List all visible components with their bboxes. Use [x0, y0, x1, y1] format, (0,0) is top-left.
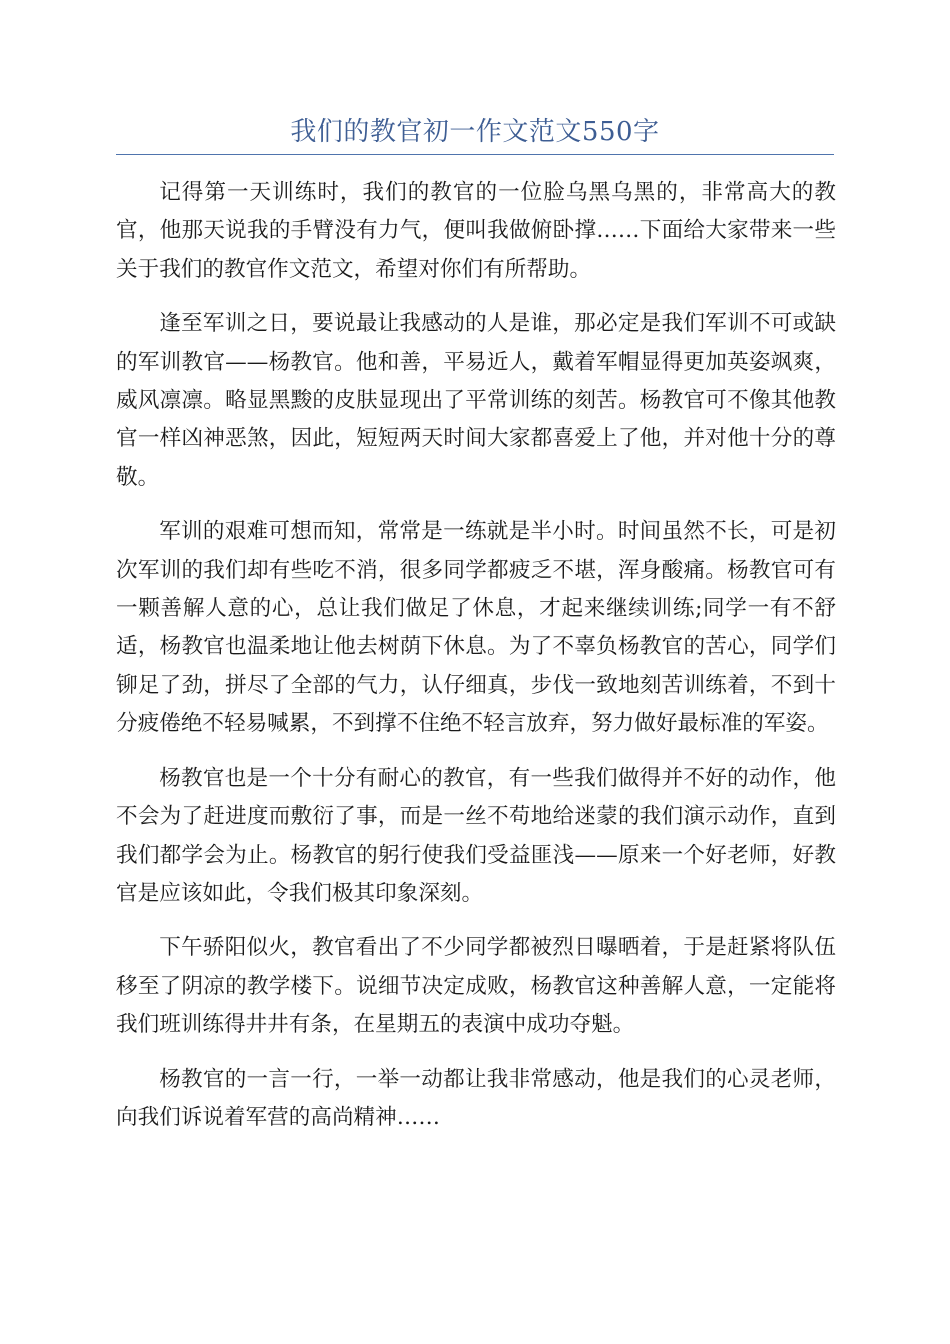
paragraph-6: 杨教官的一言一行，一举一动都让我非常感动，他是我们的心灵老师，向我们诉说着军营的高尚精神…… — [116, 1066, 836, 1130]
page-title: 我们的教官初一作文范文550字 — [290, 117, 660, 147]
paragraph-4: 杨教官也是一个十分有耐心的教官，有一些我们做得并不好的动作，他不会为了赶进度而敷衍了事，而是一丝不苟地给迷蒙的我们演示动作，直到我们都学会为止。杨教官的躬行使我们受益匪浅——原来一个好老师，好教官是应该如此，令我们极其印象深刻。 — [116, 765, 836, 906]
paragraph-2: 逢至军训之日，要说最让我感动的人是谁，那必定是我们军训不可或缺的军训教官——杨教官。他和善，平易近人，戴着军帽显得更加英姿飒爽，威风凛凛。略显黑黢的皮肤显现出了平常训练的刻苦。杨教官可不像其他教官一样凶神恶煞，因此，短短两天时间大家都喜爱上了他，并对他十分的尊敬。 — [116, 311, 836, 490]
title-underline — [116, 154, 834, 155]
paragraph-1: 记得第一天训练时，我们的教官的一位脸乌黑乌黑的，非常高大的教官，他那天说我的手臂没有力气，便叫我做俯卧撑……下面给大家带来一些关于我们的教官作文范文，希望对你们有所帮助。 — [116, 180, 836, 282]
paragraph-5: 下午骄阳似火，教官看出了不少同学都被烈日曝晒着，于是赶紧将队伍移至了阴凉的教学楼下。说细节决定成败，杨教官这种善解人意，一定能将我们班训练得井井有条，在星期五的表演中成功夺魁。 — [116, 935, 836, 1038]
article-body — [116, 174, 836, 1153]
paragraph-3: 军训的艰难可想而知，常常是一练就是半小时。时间虽然不长，可是初次军训的我们却有些吃不消，很多同学都疲乏不堪，浑身酸痛。杨教官可有一颗善解人意的心，总让我们做足了休息，才起来继续训练;同学一有不舒适，杨教官也温柔地让他去树荫下休息。为了不辜负杨教官的苦心，同学们铆足了劲，拼尽了全部的气力，认仔细真，步伐一致地刻苦训练着，不到十分疲倦绝不轻易喊累，不到撑不住绝不轻言放弃，努力做好最标准的军姿。 — [116, 519, 836, 737]
